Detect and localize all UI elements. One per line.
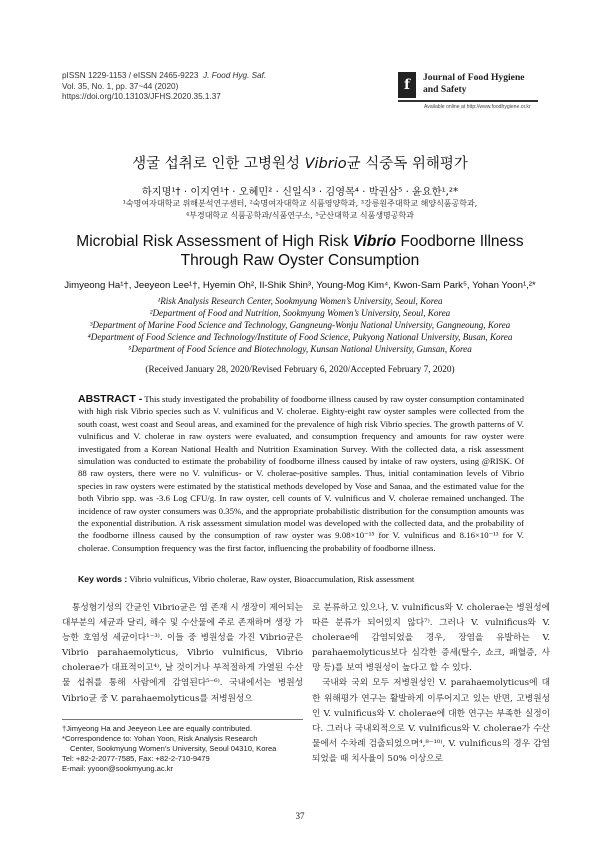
korean-affiliations-line2: ⁴부경대학교 식품공학과/식품연구소, ⁵군산대학교 식품생명공학과 [186,211,414,220]
footnote-correspondence: *Correspondence to: Yohan Yoon, Risk Analysis Research [62,734,258,744]
body-paragraph: 통성혐기성의 간균인 Vibrio균은 염 존재 시 생장이 제어되는 대부분의 세균과 달리, 해수 및 수산물에 주로 존재하며 생장 가능한 호염성 세균이다¹⁻³⁾. 이들 중 병원성을 가진 Vibrio균은 Vibrio parahaemolyticus, Vibrio vulnificus, Vibrio cholerae가 대표적이고⁴⁾, 날 것이거나 부적절하게 가열된 수산물 섭취를 통해 사람에게 감염된다⁵⁻⁶⁾. 국내에서는 병원성 Vibrio균 중 V. parahaemolyticus를 저병원성으 [62,603,303,704]
english-affiliation-5: ⁵Department of Food Science and Biotechnology, Kunsan National University, Gunsan, Korea [128,344,472,354]
body-paragraph: 국내와 국외 모두 저병원성인 V. parahaemolyticus에 대한 위해평가 연구는 활발하게 이루어지고 있는 반면, 고병원성인 V. vulnificus와 V. cholerae에 대한 연구는 부족한 실정이다. 그러나 국내외적으로 V. vulnificus와 V. cholerae가 수산물에서 수차례 검출되었으며⁴,⁸⁻¹⁰⁾, V. vulnificus의 경우 감염되었을 때 치사율이 50% 이상으로 [312,678,550,764]
footnote-address: Center, Sookmyung Women’s University, Seoul 04310, Korea [70,744,277,754]
english-title-line2: Through Raw Oyster Consumption [180,252,420,269]
english-title-line1: Microbial Risk Assessment of High Risk Vibrio Foodborne Illness [76,233,524,250]
body-paragraph: 로 분류하고 있으나, V. vulnificus와 V. cholerae는 병원성에 따른 분류가 되어있지 않다⁷⁾. 그러나 V. vulnificus와 V. cholerae에 감염되었을 경우, 장염을 유발하는 V. parahaemolyticus보다 심각한 증세(탈수, 쇼크, 패혈증, 사망 등)를 보여 병원성이 높다고 할 수 있다. [312,603,550,674]
korean-title: 생굴 섭취로 인한 고병원성 Vibrio균 식중독 위해평가 [132,156,468,172]
volume-line: Vol. 35, No. 1, pp. 37~44 (2020) [62,81,179,91]
english-affiliation-1: ¹Risk Analysis Research Center, Sookmyung Women’s University, Seoul, Korea [157,296,443,306]
english-affiliation-2: ²Department of Food and Nutrition, Sookmyung Women’s University, Seoul, Korea [149,308,451,318]
body-column-left [62,601,303,707]
abstract [78,393,524,554]
page-number: 37 [295,811,305,821]
english-affiliation-4: ⁴Department of Food Science and Technology/Institute of Food Science, Pukyong National University, Busan, Korea [87,332,513,342]
abstract-text: This study investigated the probability of foodborne illness caused by raw oyster consumption contaminated with high risk Vibrio species such as V. vulnificus and V. cholerae. Eighty-eight raw oyster samples were collected from the south coast, west coast and Seoul areas, and examined for the prevalence of high risk Vibrio species. The growth patterns of V. vulnificus and V. cholerae in raw oysters were evaluated, and consumption frequency and amounts for raw oyster were investigated from a Korean National Health and Nutrition Examination Survey. With the collected data, a risk assessment simulation was conducted to estimate the probability of foodborne illness caused by intake of raw oysters, using @RISK. Of 88 raw oysters, there were no V. vulnificus- or V. cholerae-positive samples. Thus, initial contamination levels of Vibrio species in raw oysters were estimated by the statistical methods developed by Vose and Sanaa, and the estimated value for the both Vibrio spp. was -3.6 Log CFU/g. In raw oyster, cell counts of V. vulnificus and V. cholerae remained unchanged. The incidence of raw oyster consumers was 0.35%, and the appropriate probabilistic distribution for the consumption amounts was the exponential distribution. A risk assessment simulation model was developed with the collected data, and the probability of the foodborne illness caused by the consumption of raw oyster was 9.08×10⁻¹⁵ for V. vulnificus and 8.16×10⁻¹³ for V. cholerae. Consumption frequency was the first factor, influencing the probability of foodborne illness. [78,394,524,553]
footnote-email[interactable]: E-mail: yyoon@sookmyung.ac.kr [62,764,174,774]
footnote-phone: Tel: +82-2-2077-7585, Fax: +82-2-710-9479 [62,754,210,764]
journal-website-link[interactable]: Available online at http://www.foodhygiene.or.kr [424,104,531,110]
korean-affiliations-line1: ¹숙명여자대학교 위해분석연구센터, ²숙명여자대학교 식품영양학과, ³강릉원주대학교 해양식품공학과, [122,199,478,208]
journal-citation-header [62,71,266,103]
issn-line: pISSN 1229-1153 / eISSN 2465-9223 J. Food Hyg. Saf. [62,71,267,80]
logo-divider [398,100,538,102]
keywords-label: Key words : [78,574,128,584]
journal-logo-icon: f [398,72,416,98]
journal-logo-name: Journal of Food Hygiene and Safety [423,72,525,95]
english-authors: Jimyeong Ha¹†, Jeeyeon Lee¹†, Hyemin Oh², Il-Shik Shin³, Young-Mog Kim⁴, Kwon-Sam Park⁵, Yohan Yoon¹,²* [64,280,536,291]
body-column-right [312,601,550,767]
journal-abbrev: J. Food Hyg. Saf. [202,71,267,80]
keywords [78,574,528,584]
korean-authors: 하지명¹† · 이지연¹† · 오혜민² · 신일식³ · 김영목⁴ · 박권삼⁵ · 윤요한¹,²* [141,187,459,198]
footnote-divider [62,719,303,720]
keywords-text: Vibrio vulnificus, Vibrio cholerae, Raw oyster, Bioaccumulation, Risk assessment [127,574,415,584]
footnote-equal-contribution: †Jimyeong Ha and Jeeyeon Lee are equally contributed. [62,724,252,733]
received-dates: (Received January 28, 2020/Revised February 6, 2020/Accepted February 7, 2020) [145,365,455,375]
doi-link[interactable]: https://doi.org/10.13103/JFHS.2020.35.1.37 [62,92,221,101]
english-affiliation-3: ³Department of Marine Food Science and Technology, Gangneung-Wonju National University, Gangneoung, Korea [89,320,511,330]
abstract-label: ABSTRACT - [78,393,143,405]
footnotes [62,724,312,774]
